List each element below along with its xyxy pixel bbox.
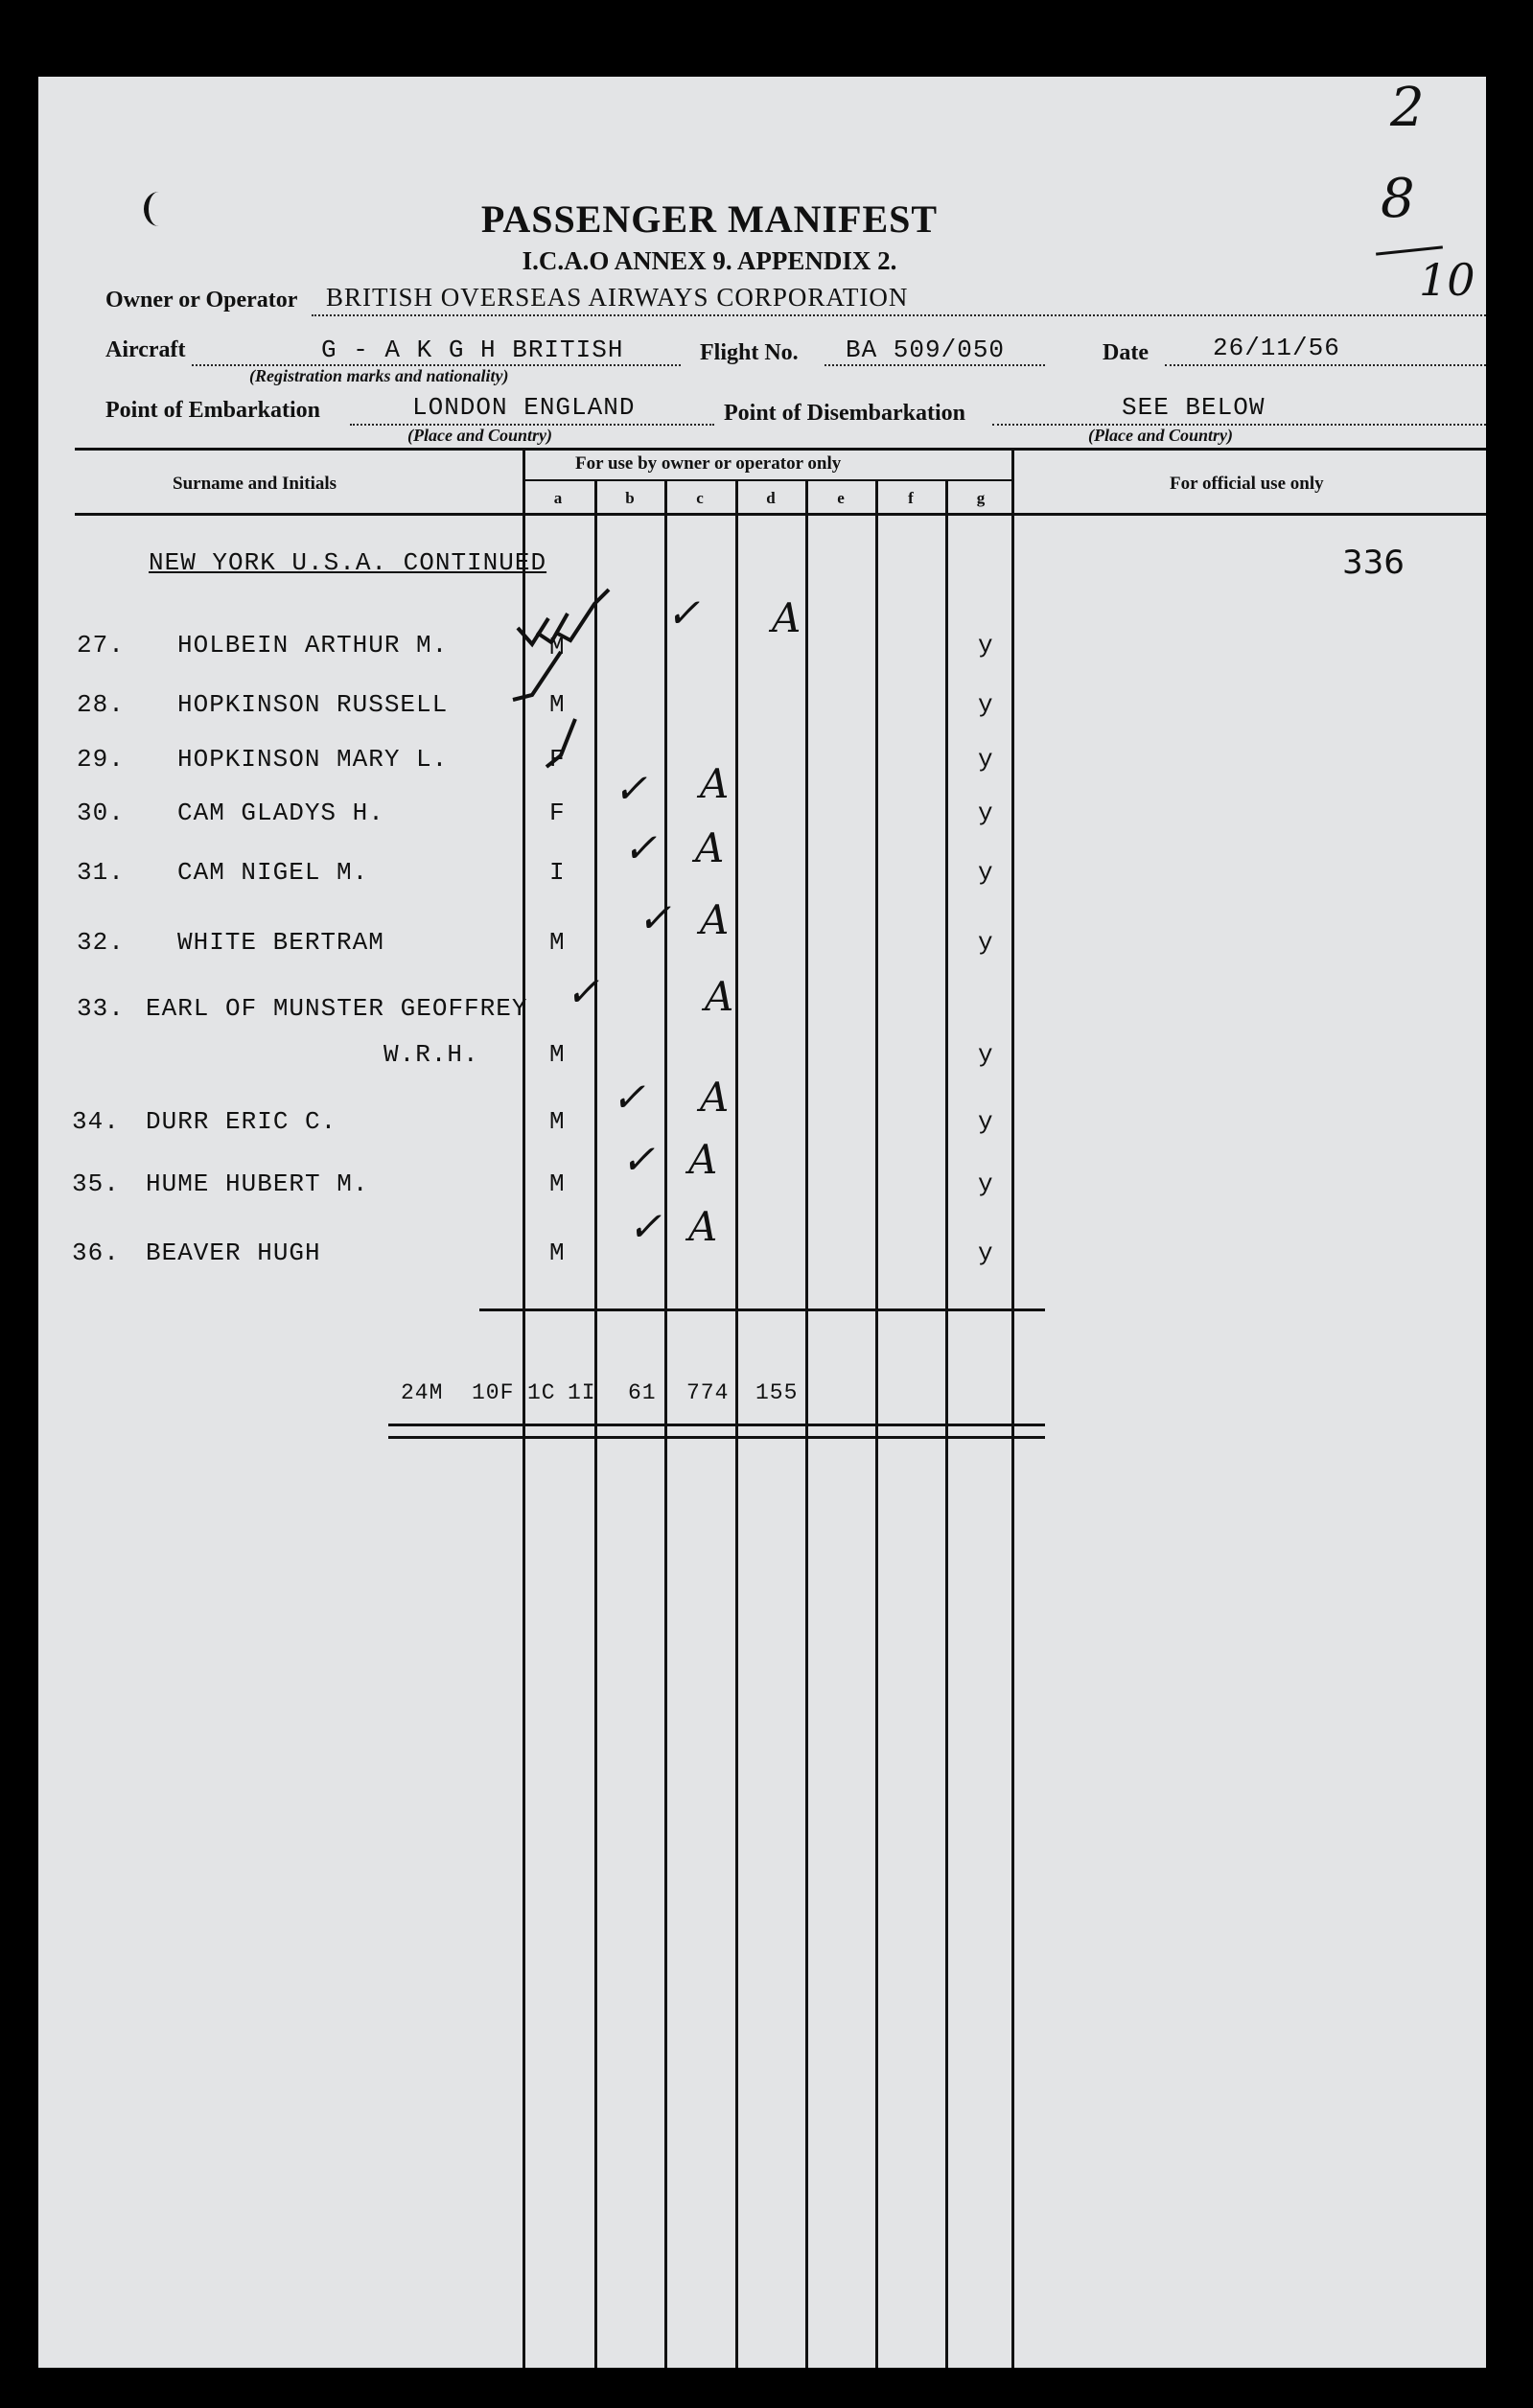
col-a-value: M: [549, 928, 566, 957]
col-header-c: c: [696, 489, 704, 507]
disembark-label: Point of Disembarkation: [724, 401, 965, 426]
col-a-value: M: [549, 690, 566, 719]
passenger-name: HOPKINSON MARY L.: [177, 745, 449, 774]
scrawled-tick-marks: [479, 585, 623, 805]
col-a-value: F: [549, 745, 566, 774]
col-header-b: b: [625, 489, 635, 507]
total-column-b: 61: [628, 1380, 657, 1405]
passenger-name: HOPKINSON RUSSELL: [177, 690, 449, 719]
handwritten-mark: A: [700, 760, 730, 807]
col-g-value: y: [978, 799, 994, 827]
passenger-name: EARL OF MUNSTER GEOFFREY: [146, 994, 528, 1023]
col-rule-g-right: [1011, 448, 1014, 2368]
aircraft-note: (Registration marks and nationality): [249, 366, 509, 385]
handwritten-mark: A: [695, 824, 725, 871]
col-header-d: d: [766, 489, 776, 507]
col-g-value: y: [978, 858, 994, 887]
aircraft-label: Aircraft: [105, 337, 186, 362]
col-g-value: y: [978, 745, 994, 774]
total-males: 24M: [401, 1380, 444, 1405]
passenger-name: DURR ERIC C.: [146, 1107, 337, 1136]
col-a-value: M: [549, 1107, 566, 1136]
handwritten-mark: A: [688, 1203, 718, 1250]
row-number: 30.: [77, 799, 125, 827]
passenger-name: CAM GLADYS H.: [177, 799, 384, 827]
aircraft-value: G - A K G H BRITISH: [321, 336, 624, 364]
corner-mark-top: 2: [1390, 77, 1425, 139]
totals-double-rule-2: [388, 1436, 1045, 1439]
col-a-value: M: [549, 1239, 566, 1267]
flight-label: Flight No.: [700, 340, 799, 365]
total-column-d: 155: [755, 1380, 799, 1405]
tick-mark: ✓: [614, 765, 648, 812]
row-number: 34.: [72, 1107, 120, 1136]
row-number: 29.: [77, 745, 125, 774]
tick-mark: ✓: [612, 1074, 646, 1121]
official-column-header: For official use only: [1170, 474, 1324, 494]
row-number: 35.: [72, 1169, 120, 1198]
page-subtitle: I.C.A.O ANNEX 9. APPENDIX 2.: [522, 246, 897, 275]
owner-label: Owner or Operator: [105, 288, 298, 313]
col-header-e: e: [837, 489, 845, 507]
row-number: 32.: [77, 928, 125, 957]
col-header-a: a: [553, 489, 563, 507]
totals-top-rule: [479, 1308, 1045, 1311]
col-g-value: y: [978, 1107, 994, 1136]
total-infants: 1I: [568, 1380, 596, 1405]
col-a-value: M: [549, 633, 566, 661]
owner-dotted-line: [312, 314, 1486, 316]
table-header-rule: [75, 513, 1486, 516]
page-count: 336: [1342, 544, 1405, 582]
col-a-value: I: [549, 858, 566, 887]
col-a-value: M: [549, 1040, 566, 1069]
table-top-rule: [75, 448, 1486, 451]
tick-mark: ✓: [666, 590, 701, 637]
page-title: PASSENGER MANIFEST: [480, 197, 939, 241]
tick-mark: ✓: [621, 1136, 656, 1183]
disembark-value: SEE BELOW: [1122, 393, 1266, 422]
section-heading: NEW YORK U.S.A. CONTINUED: [149, 548, 547, 577]
corner-mark-bottom: 10: [1419, 254, 1475, 306]
total-children: 1C: [527, 1380, 556, 1405]
total-females: 10F: [472, 1380, 515, 1405]
date-value: 26/11/56: [1213, 334, 1340, 362]
date-label: Date: [1103, 340, 1149, 365]
col-header-g: g: [976, 489, 986, 507]
flight-value: BA 509/050: [846, 336, 1006, 364]
date-dotted-line: [1165, 364, 1486, 366]
col-header-f: f: [908, 489, 914, 507]
row-number: 28.: [77, 690, 125, 719]
col-g-value: y: [978, 1169, 994, 1198]
owner-value: BRITISH OVERSEAS AIRWAYS CORPORATION: [326, 283, 909, 312]
row-number: 31.: [77, 858, 125, 887]
name-column-header: Surname and Initials: [173, 474, 337, 494]
handwritten-mark: A: [705, 973, 734, 1020]
totals-double-rule-1: [388, 1424, 1045, 1426]
operator-column-header: For use by owner or operator only: [575, 453, 842, 474]
passenger-name: HOLBEIN ARTHUR M.: [177, 631, 449, 660]
col-g-value: y: [978, 631, 994, 660]
manifest-page: [38, 77, 1486, 2368]
tick-mark: ✓: [566, 968, 600, 1015]
col-a-value: M: [549, 1169, 566, 1198]
passenger-name-continued: W.R.H.: [383, 1040, 479, 1069]
passenger-name: WHITE BERTRAM: [177, 928, 384, 957]
passenger-name: CAM NIGEL M.: [177, 858, 369, 887]
embark-value: LONDON ENGLAND: [412, 393, 636, 422]
disembark-note: (Place and Country): [1088, 426, 1233, 445]
passenger-name: HUME HUBERT M.: [146, 1169, 369, 1198]
col-g-value: y: [978, 928, 994, 957]
flight-dotted-line: [825, 364, 1045, 366]
col-a-value: F: [549, 799, 566, 827]
tick-mark: ✓: [628, 1203, 662, 1250]
col-g-value: y: [978, 1239, 994, 1267]
col-g-value: y: [978, 690, 994, 719]
corner-mark-middle: 8: [1381, 168, 1415, 230]
embark-note: (Place and Country): [407, 426, 552, 445]
disembark-dotted-line: [992, 424, 1486, 426]
row-number: 36.: [72, 1239, 120, 1267]
total-column-c: 774: [686, 1380, 730, 1405]
row-number: 27.: [77, 631, 125, 660]
handwritten-mark: A: [700, 1074, 730, 1121]
col-g-value: y: [978, 1040, 994, 1069]
row-number: 33.: [77, 994, 125, 1023]
tick-mark: ✓: [623, 824, 658, 871]
handwritten-mark: A: [700, 896, 730, 943]
tick-mark: ✓: [638, 894, 672, 941]
embark-label: Point of Embarkation: [105, 398, 321, 423]
handwritten-mark: A: [688, 1136, 718, 1183]
passenger-name: BEAVER HUGH: [146, 1239, 321, 1267]
handwritten-mark: A: [772, 594, 801, 641]
